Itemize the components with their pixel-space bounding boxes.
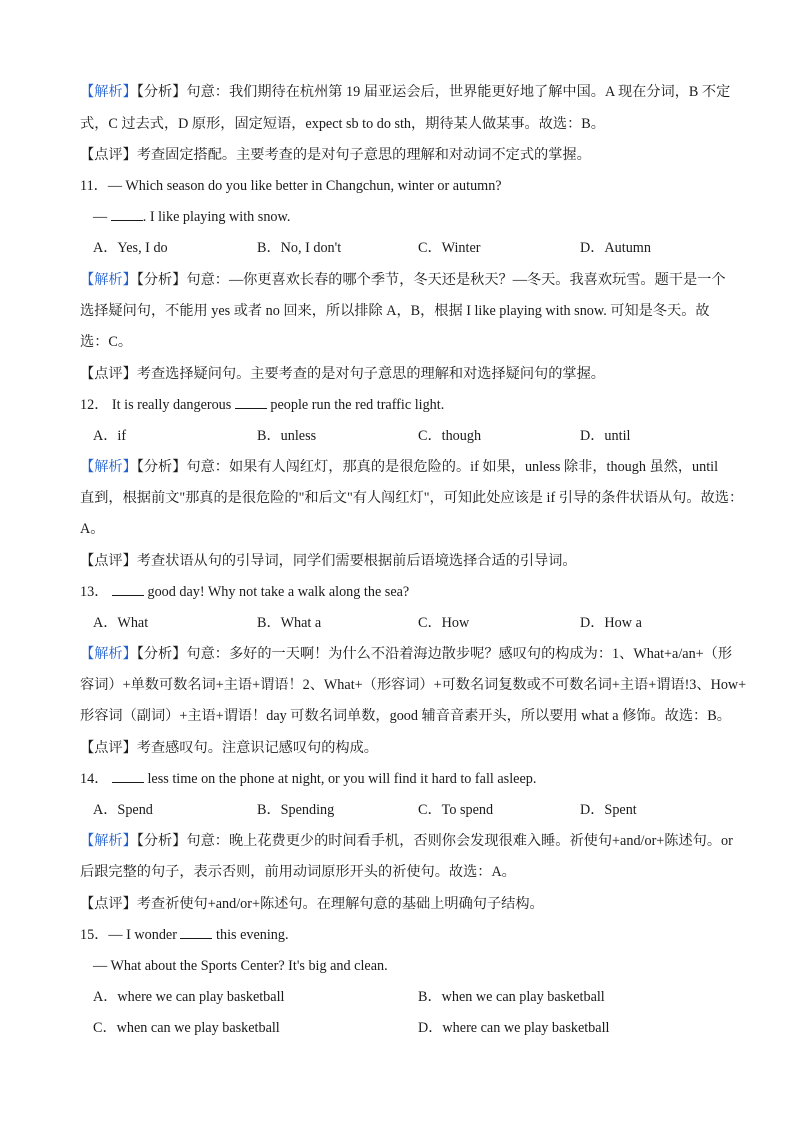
comment-text: 考查感叹句。注意识记感叹句的构成。 xyxy=(136,740,378,756)
q12-analysis-line-1 xyxy=(80,457,720,477)
q12-comment xyxy=(80,551,720,571)
comment-text: 考查祈使句+and/or+陈述句。在理解句意的基础上明确句子结构。 xyxy=(136,896,544,912)
analysis-text: 句意：晚上花费更少的时间看手机，否则你会发现很难入睡。祈使句+and/or+陈述句。or xyxy=(186,833,733,849)
comment-text: 考查状语从句的引导词，同学们需要根据前后语境选择合适的引导词。 xyxy=(136,553,577,569)
q11-reply xyxy=(93,207,733,227)
analysis-text: 句意：—你更喜欢长春的哪个季节，冬天还是秋天？—冬天。我喜欢玩雪。题干是一个 xyxy=(186,272,726,288)
q11-comment xyxy=(80,364,720,384)
analysis-tag: 【解析】 xyxy=(80,272,137,288)
stem-text: people run the red traffic light. xyxy=(266,397,445,413)
stem-text: this evening. xyxy=(212,927,289,943)
comment-text: 考查选择疑问句。主要考查的是对句子意思的理解和对选择疑问句的掌握。 xyxy=(136,366,605,382)
stem-prefix: 14． xyxy=(80,771,112,787)
q12-option-b: B．unless xyxy=(257,428,317,444)
answer-blank xyxy=(235,396,267,409)
q15-reply: — What about the Sports Center? It's big and clean. xyxy=(93,958,388,974)
q11-analysis-line-1 xyxy=(80,270,726,290)
q15-option-a: A．where we can play basketball xyxy=(93,989,285,1005)
q13-analysis-line-3: 形容词（副词）+主语+谓语！day 可数名词单数，good 辅音音素开头，所以要用 what a 修饰。故选：B。 xyxy=(80,708,731,724)
stem-text: less time on the phone at night, or you will find it hard to fall asleep. xyxy=(143,771,537,787)
q13-option-c: C．How xyxy=(418,615,470,631)
fenxi-tag: 【分析】 xyxy=(136,84,187,100)
q13-option-b: B．What a xyxy=(257,615,322,631)
q11-option-c: C．Winter xyxy=(418,240,481,256)
answer-blank xyxy=(112,770,144,783)
q11-stem: 11．— Which season do you like better in Changchun, winter or autumn? xyxy=(80,178,502,194)
analysis-tag: 【解析】 xyxy=(80,459,137,475)
q12-option-a: A．if xyxy=(93,428,127,444)
q14-analysis-line-2: 后跟完整的句子，表示否则，前用动词原形开头的祈使句。故选：A。 xyxy=(80,864,516,880)
q15-stem xyxy=(80,925,720,945)
stem-prefix: 12． It is really dangerous xyxy=(80,397,235,413)
q13-option-d: D．How a xyxy=(580,615,642,631)
fenxi-tag: 【分析】 xyxy=(136,646,187,662)
stem-prefix: 15．— I wonder xyxy=(80,927,181,943)
q14-analysis-line-1 xyxy=(80,831,733,851)
q13-analysis-line-2: 容词）+单数可数名词+主语+谓语！2、What+（形容词）+可数名词复数或不可数名词+主语+谓语!3、How+ xyxy=(80,677,747,693)
fenxi-tag: 【分析】 xyxy=(136,833,187,849)
q15-option-d: D．where can we play basketball xyxy=(418,1020,610,1036)
q14-option-d: D．Spent xyxy=(580,802,637,818)
stem-text: good day! Why not take a walk along the sea? xyxy=(143,584,410,600)
q14-option-b: B．Spending xyxy=(257,802,335,818)
q11-analysis-line-3: 选：C。 xyxy=(80,334,133,350)
reply-text: . I like playing with snow. xyxy=(142,209,291,225)
analysis-tag: 【解析】 xyxy=(80,84,137,100)
answer-blank xyxy=(180,926,212,939)
q12-option-c: C．though xyxy=(418,428,482,444)
q10-analysis-line-2: 式，C 过去式，D 原形，固定短语，expect sb to do sth，期待某人做某事。故选：B。 xyxy=(80,116,605,132)
comment-tag: 【点评】 xyxy=(80,147,137,163)
answer-blank xyxy=(111,208,143,221)
q12-option-d: D．until xyxy=(580,428,631,444)
comment-tag: 【点评】 xyxy=(80,553,137,569)
reply-prefix: — xyxy=(93,209,111,225)
q12-analysis-line-3: A。 xyxy=(80,521,105,537)
q11-analysis-line-2: 选择疑问句，不能用 yes 或者 no 回来，所以排除 A，B，根据 I like playing with snow. 可知是冬天。故 xyxy=(80,303,710,319)
q14-option-a: A．Spend xyxy=(93,802,153,818)
q11-option-a: A．Yes, I do xyxy=(93,240,168,256)
analysis-text: 句意：我们期待在杭州第 19 届亚运会后，世界能更好地了解中国。A 现在分词，B 不定 xyxy=(186,84,731,100)
comment-tag: 【点评】 xyxy=(80,896,137,912)
q13-stem xyxy=(80,582,720,602)
q13-option-a: A．What xyxy=(93,615,149,631)
q14-option-c: C．To spend xyxy=(418,802,494,818)
q10-comment xyxy=(80,145,720,165)
q15-option-c: C．when can we play basketball xyxy=(93,1020,280,1036)
q14-comment xyxy=(80,894,720,914)
q12-stem xyxy=(80,395,720,415)
analysis-text: 句意：如果有人闯红灯，那真的是很危险的。if 如果，unless 除非，though 虽然，until xyxy=(186,459,719,475)
q14-stem xyxy=(80,769,720,789)
q15-option-b: B．when we can play basketball xyxy=(418,989,605,1005)
stem-prefix: 13． xyxy=(80,584,112,600)
analysis-tag: 【解析】 xyxy=(80,646,137,662)
q11-option-d: D．Autumn xyxy=(580,240,651,256)
q11-option-b: B．No, I don't xyxy=(257,240,342,256)
fenxi-tag: 【分析】 xyxy=(136,272,187,288)
fenxi-tag: 【分析】 xyxy=(136,459,187,475)
q10-analysis-line-1 xyxy=(80,82,731,102)
analysis-text: 句意：多好的一天啊！为什么不沿着海边散步呢？感叹句的构成为：1、What+a/an+（形 xyxy=(186,646,733,662)
analysis-tag: 【解析】 xyxy=(80,833,137,849)
answer-blank xyxy=(112,583,144,596)
comment-text: 考查固定搭配。主要考查的是对句子意思的理解和对动词不定式的掌握。 xyxy=(136,147,591,163)
q13-analysis-line-1 xyxy=(80,644,733,664)
comment-tag: 【点评】 xyxy=(80,740,137,756)
q13-comment xyxy=(80,738,720,758)
q12-analysis-line-2: 直到，根据前文"那真的是很危险的"和后文"有人闯红灯"，可知此处应该是 if 引导的条件状语从句。故选： xyxy=(80,490,744,506)
comment-tag: 【点评】 xyxy=(80,366,137,382)
